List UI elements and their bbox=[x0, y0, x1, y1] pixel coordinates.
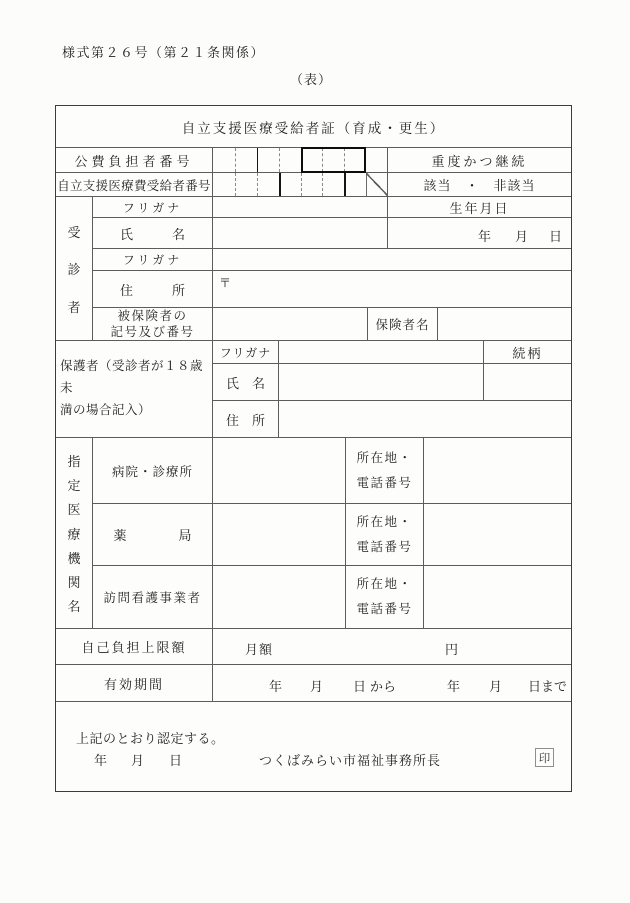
severe-continuous-label: 重度かつ継続 bbox=[388, 148, 571, 173]
form-number: 様式第２６号（第２１条関係） bbox=[62, 45, 266, 60]
label-line: 電話番号 bbox=[356, 539, 413, 554]
insurer-field bbox=[438, 308, 571, 341]
year-unit: 年 bbox=[94, 753, 108, 768]
face-label: （表） bbox=[290, 72, 333, 87]
hospital-label: 病院・診療所 bbox=[93, 438, 213, 504]
strip-char: 受 bbox=[67, 224, 81, 240]
strip-char: 医 bbox=[67, 502, 81, 518]
month-unit: 月 bbox=[310, 679, 324, 694]
label-line: 所在地・ bbox=[356, 514, 413, 529]
digit-divider bbox=[279, 148, 280, 172]
digit-divider-bold bbox=[279, 173, 281, 196]
pharmacy-location-label bbox=[346, 504, 424, 566]
certification-statement: 上記のとおり認定する。 bbox=[76, 731, 225, 746]
diagonal-slash bbox=[366, 173, 388, 196]
relation-label: 続柄 bbox=[484, 341, 571, 364]
strip-char: 者 bbox=[67, 299, 81, 315]
seal-mark: 印 bbox=[535, 748, 554, 767]
certification-block bbox=[56, 702, 571, 791]
day-unit: 日 bbox=[549, 229, 563, 244]
applicable-choice-label: 該当 ・ 非該当 bbox=[388, 173, 571, 197]
label-line: 所在地・ bbox=[356, 450, 413, 465]
year-unit: 年 bbox=[447, 679, 461, 694]
recipient-number-label: 自立支援医療費受給者番号 bbox=[56, 173, 213, 197]
birthdate-label: 生年月日 bbox=[388, 197, 571, 218]
patient-furigana-field bbox=[213, 197, 388, 218]
guardian-furigana-field bbox=[279, 341, 484, 364]
hospital-location-label bbox=[346, 438, 424, 504]
patient-address-field bbox=[213, 271, 571, 308]
insured-symbol-number-label bbox=[93, 308, 213, 341]
label-line: 記号及び番号 bbox=[110, 325, 195, 339]
pharmacy-label: 薬 局 bbox=[93, 504, 213, 566]
strip-char: 診 bbox=[67, 262, 81, 277]
strip-char: 定 bbox=[67, 478, 81, 494]
label-line: 電話番号 bbox=[356, 602, 413, 616]
relation-field bbox=[484, 364, 571, 401]
year-unit: 年 bbox=[269, 679, 283, 694]
digit-highlight-box bbox=[301, 147, 367, 173]
from-label: から bbox=[370, 679, 397, 694]
label-line: 所在地・ bbox=[356, 577, 413, 591]
patient-section-strip bbox=[56, 197, 93, 341]
guardian-address-field bbox=[279, 401, 571, 438]
validity-period-label: 有効期間 bbox=[56, 665, 213, 702]
day-unit: 日 bbox=[353, 679, 367, 694]
payer-number-label: 公費負担者番号 bbox=[56, 148, 213, 173]
recipient-number-digit-boxes bbox=[213, 173, 388, 197]
pharmacy-name-field bbox=[213, 504, 346, 566]
guardian-address-label: 住 所 bbox=[213, 401, 279, 438]
until-label: 日まで bbox=[528, 679, 568, 694]
certificate-form-table bbox=[55, 105, 572, 792]
hospital-name-field bbox=[213, 438, 346, 504]
label-line: 電話番号 bbox=[356, 475, 413, 490]
digit-divider bbox=[235, 173, 236, 196]
patient-address-furigana-label: フリガナ bbox=[93, 249, 213, 271]
patient-address-label: 住 所 bbox=[93, 271, 213, 308]
strip-char: 療 bbox=[67, 526, 81, 542]
patient-name-field bbox=[213, 218, 388, 249]
office-director-label: つくばみらい市福祉事務所長 bbox=[259, 753, 442, 768]
strip-char: 機 bbox=[67, 550, 81, 566]
birthdate-field bbox=[388, 218, 571, 249]
guardian-section-label bbox=[56, 341, 213, 438]
validity-period-field bbox=[213, 665, 571, 702]
form-title: 自立支援医療受給者証（育成・更生） bbox=[56, 106, 571, 148]
nursing-location-label bbox=[346, 566, 424, 629]
month-unit: 月 bbox=[489, 679, 503, 694]
digit-divider bbox=[235, 148, 236, 172]
digit-divider bbox=[301, 173, 302, 196]
label-line: 満の場合記入） bbox=[60, 402, 152, 417]
month-unit: 月 bbox=[131, 753, 145, 768]
insured-symbol-number-field bbox=[213, 308, 368, 341]
institution-section-strip bbox=[56, 438, 93, 629]
nursing-location-field bbox=[424, 566, 571, 629]
pharmacy-location-field bbox=[424, 504, 571, 566]
patient-furigana-label: フリガナ bbox=[93, 197, 213, 218]
nursing-provider-label: 訪問看護事業者 bbox=[93, 566, 213, 629]
strip-char: 関 bbox=[67, 574, 81, 590]
strip-char: 名 bbox=[67, 598, 81, 614]
guardian-name-label: 氏 名 bbox=[213, 364, 279, 401]
patient-name-label: 氏 名 bbox=[93, 218, 213, 249]
digit-divider bbox=[322, 173, 323, 196]
hospital-location-field bbox=[424, 438, 571, 504]
patient-address-furigana-field bbox=[213, 249, 571, 271]
postal-mark: 〒 bbox=[219, 276, 232, 290]
strip-char: 指 bbox=[67, 454, 81, 470]
label-line: 保護者（受診者が１８歳未 bbox=[60, 359, 204, 396]
copay-limit-field bbox=[213, 629, 571, 665]
guardian-furigana-label: フリガナ bbox=[213, 341, 279, 364]
digit-divider bbox=[257, 173, 258, 196]
yen-unit: 円 bbox=[445, 642, 459, 657]
digit-divider-bold bbox=[344, 173, 346, 196]
insurer-label: 保険者名 bbox=[368, 308, 438, 341]
monthly-amount-label: 月額 bbox=[245, 642, 274, 657]
year-unit: 年 bbox=[478, 229, 492, 244]
label-line: 被保険者の bbox=[117, 308, 188, 323]
nursing-provider-name-field bbox=[213, 566, 346, 629]
month-unit: 月 bbox=[515, 229, 529, 244]
guardian-name-field bbox=[279, 364, 484, 401]
day-unit: 日 bbox=[169, 753, 183, 768]
digit-divider-bold bbox=[257, 148, 258, 172]
payer-number-digit-boxes bbox=[213, 148, 388, 173]
copay-limit-label: 自己負担上限額 bbox=[56, 629, 213, 665]
